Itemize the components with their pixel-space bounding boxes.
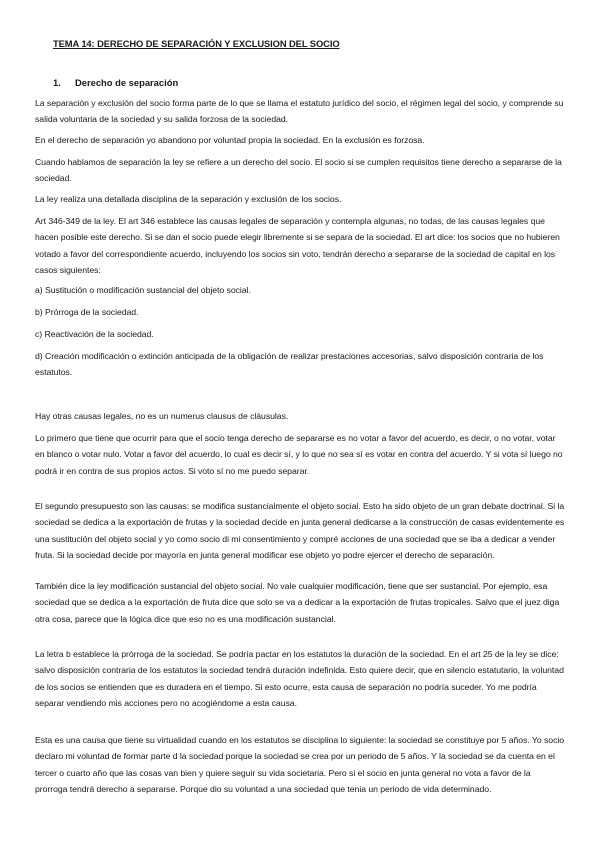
paragraph: Esta es una causa que tiene su virtualidad cuando en los estatutos se disciplina lo siguiente: la sociedad se constituye por 5 años. Yo socio declaro mi voluntad de formar parte d la sociedad porque la sociedad se crea por un periodo de 5 años. Y la sociedad se da cuenta en el tercer o cuarto año que las cosas van bien y quiere seguir su vida societaria. Pero si el socio en junta general no vota a favor de la prorroga tendrá derecho a separarse. Porque dio su voluntad a una sociedad que tenia un periodo de vida determinado. <box>35 735 565 794</box>
section-number: 1. <box>53 77 61 88</box>
paragraph: La letra b establece la prórroga de la sociedad. Se podría pactar en los estatutos la duración de la sociedad. En el art 25 de la ley se dice: salvo disposición contraria de los estatutos la sociedad tendrá duración indefinida. Esto quiere decir, que en silencio estatutario, la voluntad de los socios se entienden que es duradera en el tiempo. Si esto ocurre, esta causa de separación no podría suceder. Yo me podría separar vendiendo mis acciones pero no acogiéndome a esta causa. <box>35 649 564 708</box>
paragraph: En el derecho de separación yo abandono por voluntad propia la sociedad. En la exclusión es forzosa. <box>35 135 425 145</box>
document-title: TEMA 14: DERECHO DE SEPARACIÓN Y EXCLUSION DEL SOCIO <box>53 38 340 49</box>
paragraph: Cuando hablamos de separación la ley se refiere a un derecho del socio. El socio si se cumplen requisitos tiene derecho a separarse de la sociedad. <box>35 157 562 184</box>
paragraph: El segundo presupuesto son las causas: se modifica sustancialmente el objeto social. Esto ha sido objeto de un gran debate doctrinal. Si la sociedad se dedica a la exportación de frutas y la sociedad decide en junta general dedicarse a la construcción de casas evidentemente es una sustitución del objeto social y yo como socio di mi consentimiento y compré acciones de una sociedad que se iba a dedicar a vender fruta. Si la sociedad decide por mayoría en junta general modificar ese objeto yo podre ejercer el derecho de separación. <box>35 501 565 560</box>
paragraph: La separación y exclusión del socio forma parte de lo que se llama el estatuto jurídico del socio, el régimen legal del socio, y comprende su salida voluntaria de la sociedad y su salida forzosa de la sociedad. <box>35 98 564 125</box>
paragraph: Hay otras causas legales, no es un numerus clausus de cláusulas. <box>35 411 289 421</box>
paragraph: Lo primero que tiene que ocurrir para que el socio tenga derecho de separarse es no votar a favor del acuerdo, es decir, o no votar, votar en blanco o votar nulo. Votar a favor del acuerdo, lo cual es decir sí, y lo que no sea sí es votar en contra del acuerdo. Y si vota sí luego no podrá ir en contra de sus propios actos. Si voto sí no me puedo separar. <box>35 433 563 476</box>
section-heading <box>53 77 178 88</box>
list-item: d) Creación modificación o extinción anticipada de la obligación de realizar prestaciones accesorias, salvo disposición contraria de los estatutos. <box>35 351 544 378</box>
paragraph: También dice la ley modificación sustancial del objeto social. No vale cualquier modificación, tiene que ser sustancial. Por ejemplo, esa sociedad que se dedica a la exportación de fruta dice que solo se va a dedicar a la exportación de frutas tropicales. Salvo que el juez diga otra cosa, parece que la lógica dice que eso no es una modificación sustancial. <box>35 581 560 624</box>
list-item: b) Prórroga de la sociedad. <box>35 307 139 317</box>
list-item: a) Sustitución o modificación sustancial del objeto social. <box>35 285 251 295</box>
list-item: c) Reactivación de la sociedad. <box>35 329 154 339</box>
paragraph: La ley realiza una detallada disciplina de la separación y exclusión de los socios. <box>35 194 342 204</box>
paragraph: Art 346-349 de la ley. El art 346 establece las causas legales de separación y contempla algunas, no todas, de las causas legales que hacen posible este derecho. Si se dan el socio puede elegir libremente si se separa de la sociedad. El art dice: los socios que no hubieren votado a favor del correspondiente acuerdo, incluyendo los socios sin voto, tendrán derecho a separarse de la sociedad de capital en los casos siguientes: <box>35 216 560 275</box>
section-title: Derecho de separación <box>75 77 179 88</box>
